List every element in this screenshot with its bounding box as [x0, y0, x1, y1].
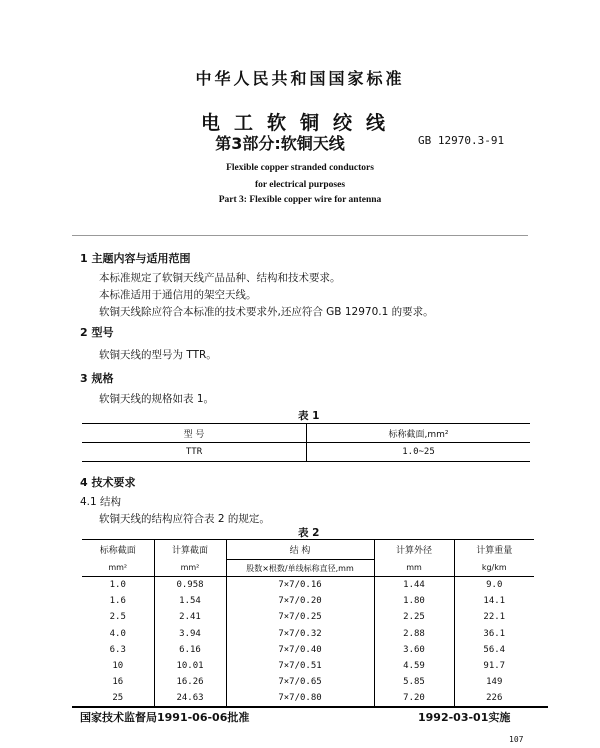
table-cell: 7×7/0.25: [226, 609, 374, 625]
table-2-header-nominal: 标称截面: [82, 540, 154, 560]
table-cell: 7×7/0.40: [226, 642, 374, 658]
table-row: [82, 658, 534, 674]
table-row: [82, 674, 534, 690]
standard-title: 中华人民共和国国家标准: [195, 69, 405, 88]
table-cell: 3.94: [154, 626, 226, 642]
table-1-header-section: 标称截面,mm²: [307, 424, 531, 443]
footer-divider: [72, 706, 548, 708]
section-2-heading: 2 型号: [80, 326, 114, 339]
table-cell: 2.25: [374, 609, 454, 625]
english-title-line-3: Part 3: Flexible copper wire for antenna: [218, 195, 382, 205]
table-cell: 2.5: [82, 609, 154, 625]
section-3-heading: 3 规格: [80, 372, 114, 385]
table-cell: 36.1: [483, 628, 506, 639]
english-title-line-2: for electrical purposes: [254, 180, 346, 190]
section-1-paragraph-2: 本标准适用于通信用的架空天线。: [99, 289, 257, 301]
table-2: [82, 539, 534, 708]
table-cell: 22.1: [483, 612, 506, 623]
table-cell: 9.0: [486, 580, 503, 591]
document-subtitle: 第3部分:软铜天线: [215, 134, 345, 153]
table-1-cell-model: TTR: [82, 443, 307, 462]
table-cell: 91.7: [483, 661, 506, 672]
header-divider: [72, 235, 528, 236]
page-number: 107: [509, 735, 524, 744]
table-cell: 3.60: [374, 642, 454, 658]
table-cell: 1.54: [154, 593, 226, 609]
implementation-date: 1992-03-01实施: [418, 711, 511, 724]
document-title: 电工软铜绞线: [200, 112, 399, 134]
table-2-header-structure-sub: 股数×根数/单线标称直径,mm: [226, 560, 374, 577]
table-row: [82, 642, 534, 658]
table-cell: 5.85: [374, 674, 454, 690]
table-2-unit-weight: kg/km: [481, 563, 507, 573]
table-2-unit-outer-diameter: mm: [374, 560, 454, 577]
table-row: [82, 609, 534, 625]
section-1-heading: 1 主题内容与适用范围: [80, 252, 191, 265]
table-cell: 2.41: [154, 609, 226, 625]
table-cell: 4.59: [374, 658, 454, 674]
table-cell: 1.44: [374, 577, 454, 594]
table-cell: 1.6: [82, 593, 154, 609]
table-cell: 6.3: [82, 642, 154, 658]
table-2-unit-calc: mm²: [154, 560, 226, 577]
section-3-paragraph: 软铜天线的规格如表 1。: [99, 393, 215, 405]
table-cell: 10: [82, 658, 154, 674]
table-1: [82, 423, 530, 462]
section-1-paragraph-3: 软铜天线除应符合本标准的技术要求外,还应符合 GB 12970.1 的要求。: [99, 306, 434, 318]
table-2-header-structure: 结 构: [226, 540, 374, 560]
table-cell: 6.16: [154, 642, 226, 658]
table-cell: 4.0: [82, 626, 154, 642]
table-cell: 7.20: [374, 690, 454, 707]
table-cell: 1.0: [82, 577, 154, 594]
table-cell: 0.958: [154, 577, 226, 594]
section-2-paragraph: 软铜天线的型号为 TTR。: [99, 349, 217, 361]
table-cell: 2.88: [374, 626, 454, 642]
table-2-header-weight: 计算重量: [454, 540, 534, 560]
table-row: [82, 690, 534, 707]
table-1-caption: 表 1: [298, 410, 320, 422]
table-cell: 7×7/0.32: [226, 626, 374, 642]
section-4-1-heading: 4.1 结构: [80, 496, 122, 508]
table-row: [82, 626, 534, 642]
table-cell: 16: [82, 674, 154, 690]
table-cell: 149: [486, 677, 503, 688]
table-cell: 14.1: [483, 596, 506, 607]
approval-date: 国家技术监督局1991-06-06批准: [80, 711, 250, 724]
table-1-header-model: 型 号: [82, 424, 307, 443]
english-title-line-1: Flexible copper stranded conductors: [226, 163, 374, 173]
table-cell: 7×7/0.65: [226, 674, 374, 690]
table-cell: 24.63: [154, 690, 226, 707]
table-row: [82, 593, 534, 609]
section-1-paragraph-1: 本标准规定了软铜天线产品品种、结构和技术要求。: [99, 272, 341, 284]
table-2-header-calc: 计算截面: [154, 540, 226, 560]
table-cell: 25: [82, 690, 154, 707]
section-4-1-paragraph: 软铜天线的结构应符合表 2 的规定。: [99, 513, 270, 525]
table-2-unit-nominal: mm²: [82, 560, 154, 577]
table-cell: 16.26: [154, 674, 226, 690]
table-cell: 56.4: [483, 644, 506, 655]
table-2-header-outer-diameter: 计算外径: [374, 540, 454, 560]
table-cell: 226: [454, 690, 534, 707]
section-4-heading: 4 技术要求: [80, 476, 136, 489]
table-cell: 7×7/0.20: [226, 593, 374, 609]
table-1-cell-section: 1.0~25: [307, 443, 531, 462]
table-cell: 7×7/0.51: [226, 658, 374, 674]
standard-code: GB 12970.3-91: [418, 134, 505, 147]
table-cell: 7×7/0.80: [226, 690, 374, 707]
table-cell: 1.80: [374, 593, 454, 609]
table-2-caption: 表 2: [298, 527, 320, 539]
table-cell: 7×7/0.16: [226, 577, 374, 594]
table-cell: 10.01: [154, 658, 226, 674]
table-row: [82, 577, 534, 594]
